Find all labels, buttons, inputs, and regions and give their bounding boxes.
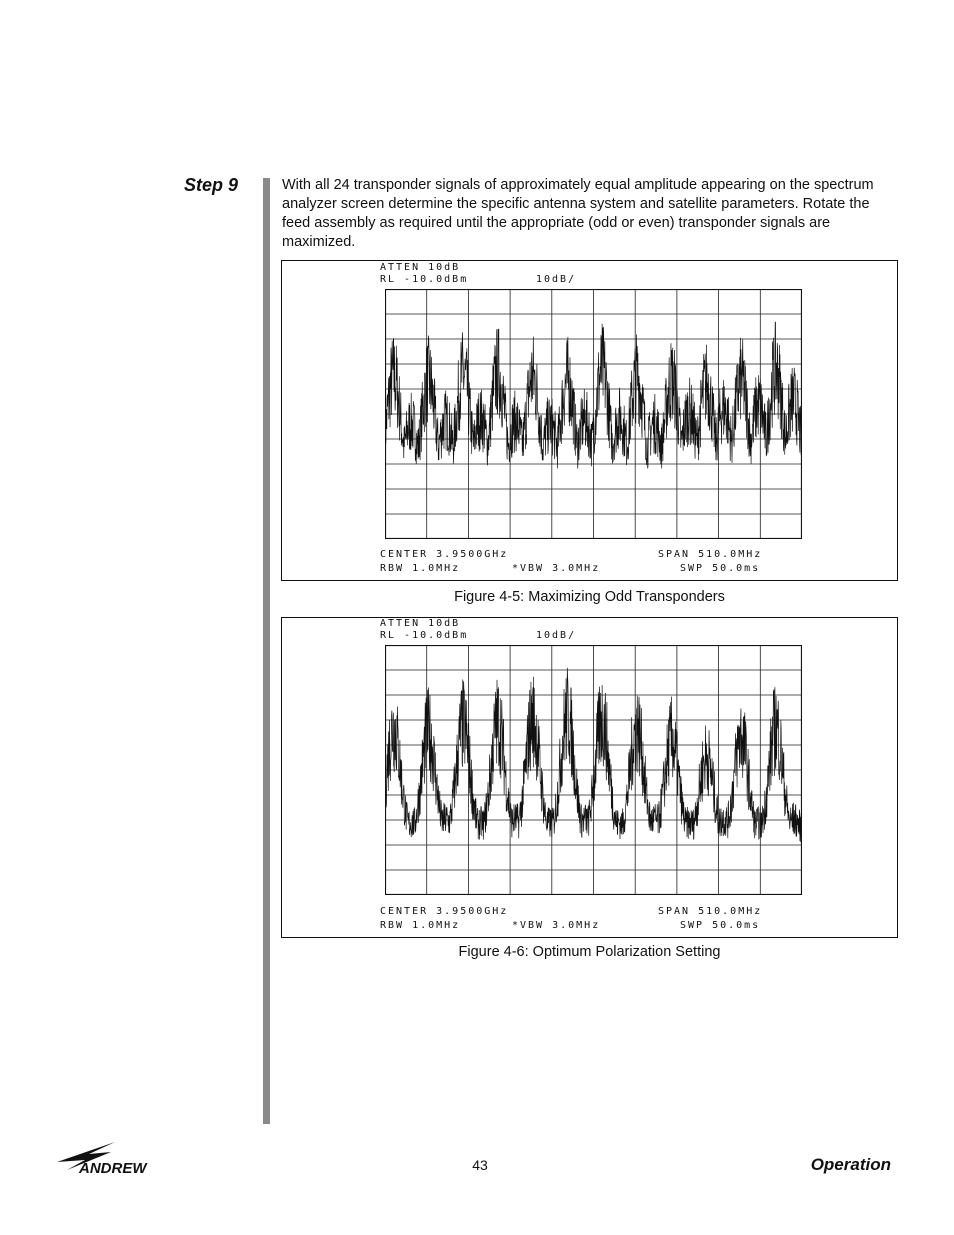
step-label: Step 9 — [184, 175, 239, 195]
scale-readout: 10dB/ — [536, 630, 577, 641]
center-readout: CENTER 3.9500GHz — [380, 549, 509, 560]
margin-rule — [263, 178, 270, 1124]
step-paragraph: With all 24 transponder signals of approximately equal amplitude appearing on the spectrum analyzer screen determine the specific antenna system and satellite parameters. Rotate the feed assembly as required until the appropriate (odd or even) transponder signals are maximized. — [282, 177, 874, 250]
vbw-readout: *VBW 3.0MHz — [512, 920, 601, 931]
vbw-readout: *VBW 3.0MHz — [512, 563, 601, 574]
atten-readout: ATTEN 10dB — [380, 618, 461, 629]
span-readout: SPAN 510.0MHz — [658, 906, 763, 917]
rbw-readout: RBW 1.0MHz — [380, 920, 461, 931]
rbw-readout: RBW 1.0MHz — [380, 563, 461, 574]
ref-level-readout: RL -10.0dBm — [380, 630, 469, 641]
logo-text: ANDREW — [79, 1160, 147, 1177]
sweep-readout: SWP 50.0ms — [680, 563, 761, 574]
ref-level-readout: RL -10.0dBm — [380, 274, 469, 285]
andrew-logo — [55, 1140, 173, 1180]
figure-caption: Figure 4-5: Maximizing Odd Transponders — [454, 589, 725, 605]
section-title: Operation — [810, 1155, 891, 1174]
page-number: 43 — [472, 1157, 488, 1173]
span-readout: SPAN 510.0MHz — [658, 549, 763, 560]
atten-readout: ATTEN 10dB — [380, 262, 461, 273]
spectrum-plot — [385, 645, 802, 895]
figure-caption: Figure 4-6: Optimum Polarization Setting — [458, 944, 721, 960]
graticule — [385, 645, 802, 895]
scale-readout: 10dB/ — [536, 274, 577, 285]
sweep-readout: SWP 50.0ms — [680, 920, 761, 931]
figure-optimum-polarization — [281, 617, 898, 938]
spectrum-plot — [385, 289, 802, 539]
figure-odd-transponders — [281, 260, 898, 581]
center-readout: CENTER 3.9500GHz — [380, 906, 509, 917]
